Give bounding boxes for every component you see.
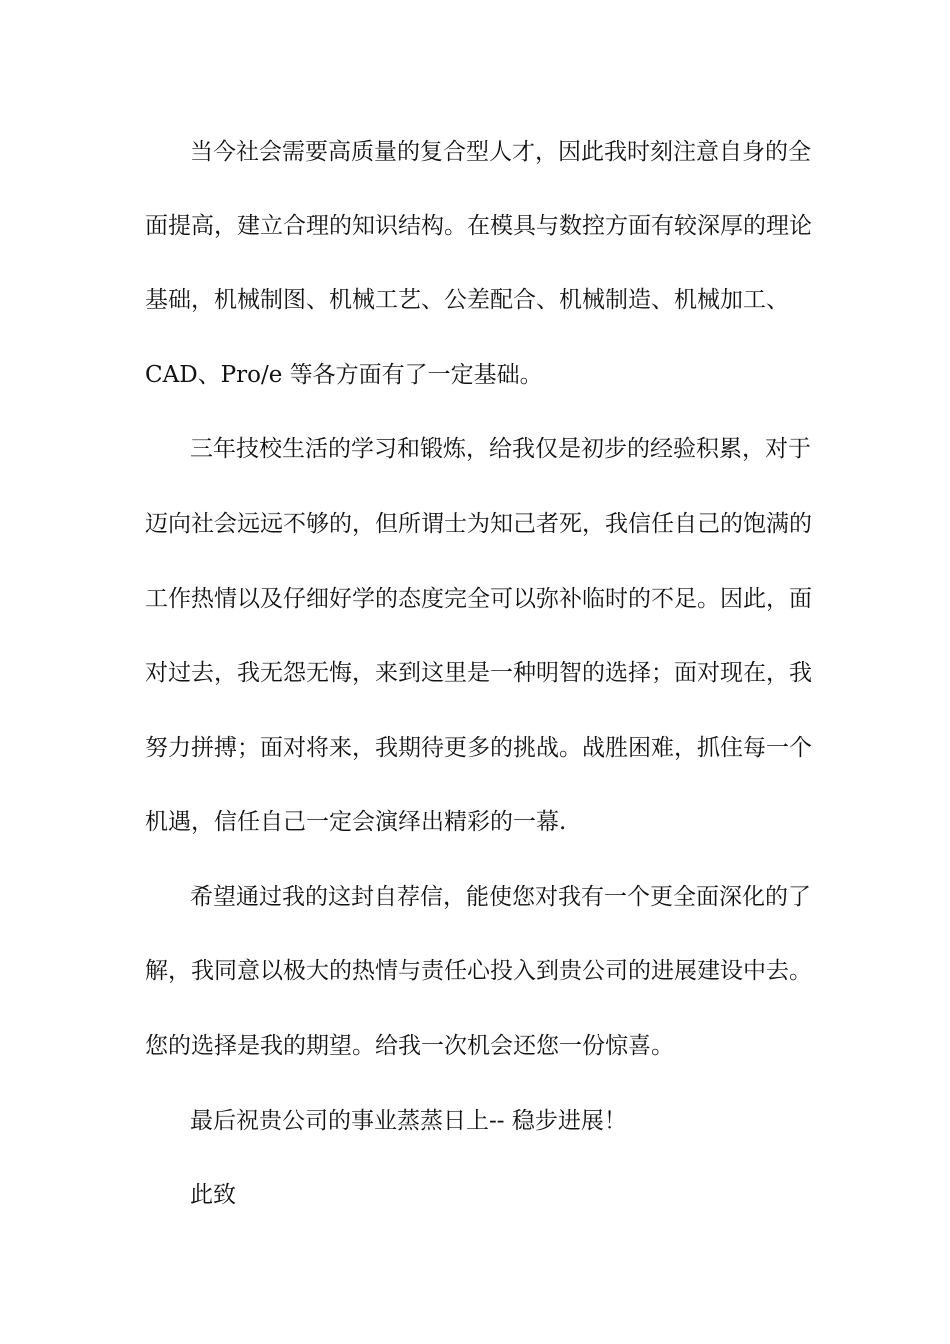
paragraph-3-line-2: 解，我同意以极大的热情与责任心投入到贵公司的进展建设中去。 — [145, 958, 812, 984]
paragraph-3-line-3: 您的选择是我的期望。给我一次机会还您一份惊喜。 — [145, 1033, 674, 1059]
paragraph-2-line-3: 工作热情以及仔细好学的态度完全可以弥补临时的不足。因此，面 — [145, 586, 812, 612]
paragraph-1-line-2: 面提高，建立合理的知识结构。在模具与数控方面有较深厚的理论 — [145, 213, 812, 239]
paragraph-2-line-1: 三年技校生活的学习和锻炼，给我仅是初步的经验积累，对于 — [190, 436, 811, 462]
paragraph-2-line-2: 迈向社会远远不够的，但所谓士为知己者死，我信任自己的饱满的 — [145, 511, 812, 537]
closing-wish: 最后祝贵公司的事业蒸蒸日上-- 稳步进展！ — [190, 1108, 627, 1134]
paragraph-2-line-6: 机遇，信任自己一定会演绎出精彩的一幕. — [145, 809, 567, 835]
paragraph-1-line-1: 当今社会需要高质量的复合型人才，因此我时刻注意自身的全 — [190, 139, 811, 165]
paragraph-3-line-1: 希望通过我的这封自荐信，能使您对我有一个更全面深化的了 — [190, 884, 811, 910]
paragraph-1-line-4: CAD、Pro/e 等各方面有了一定基础。 — [145, 362, 543, 388]
paragraph-1-line-3: 基础，机械制图、机械工艺、公差配合、机械制造、机械加工、 — [145, 287, 789, 313]
paragraph-2-line-4: 对过去，我无怨无悔，来到这里是一种明智的选择；面对现在，我 — [145, 660, 812, 686]
closing-salutation: 此致 — [190, 1182, 236, 1208]
paragraph-2-line-5: 努力拼搏；面对将来，我期待更多的挑战。战胜困难，抓住每一个 — [145, 735, 812, 761]
